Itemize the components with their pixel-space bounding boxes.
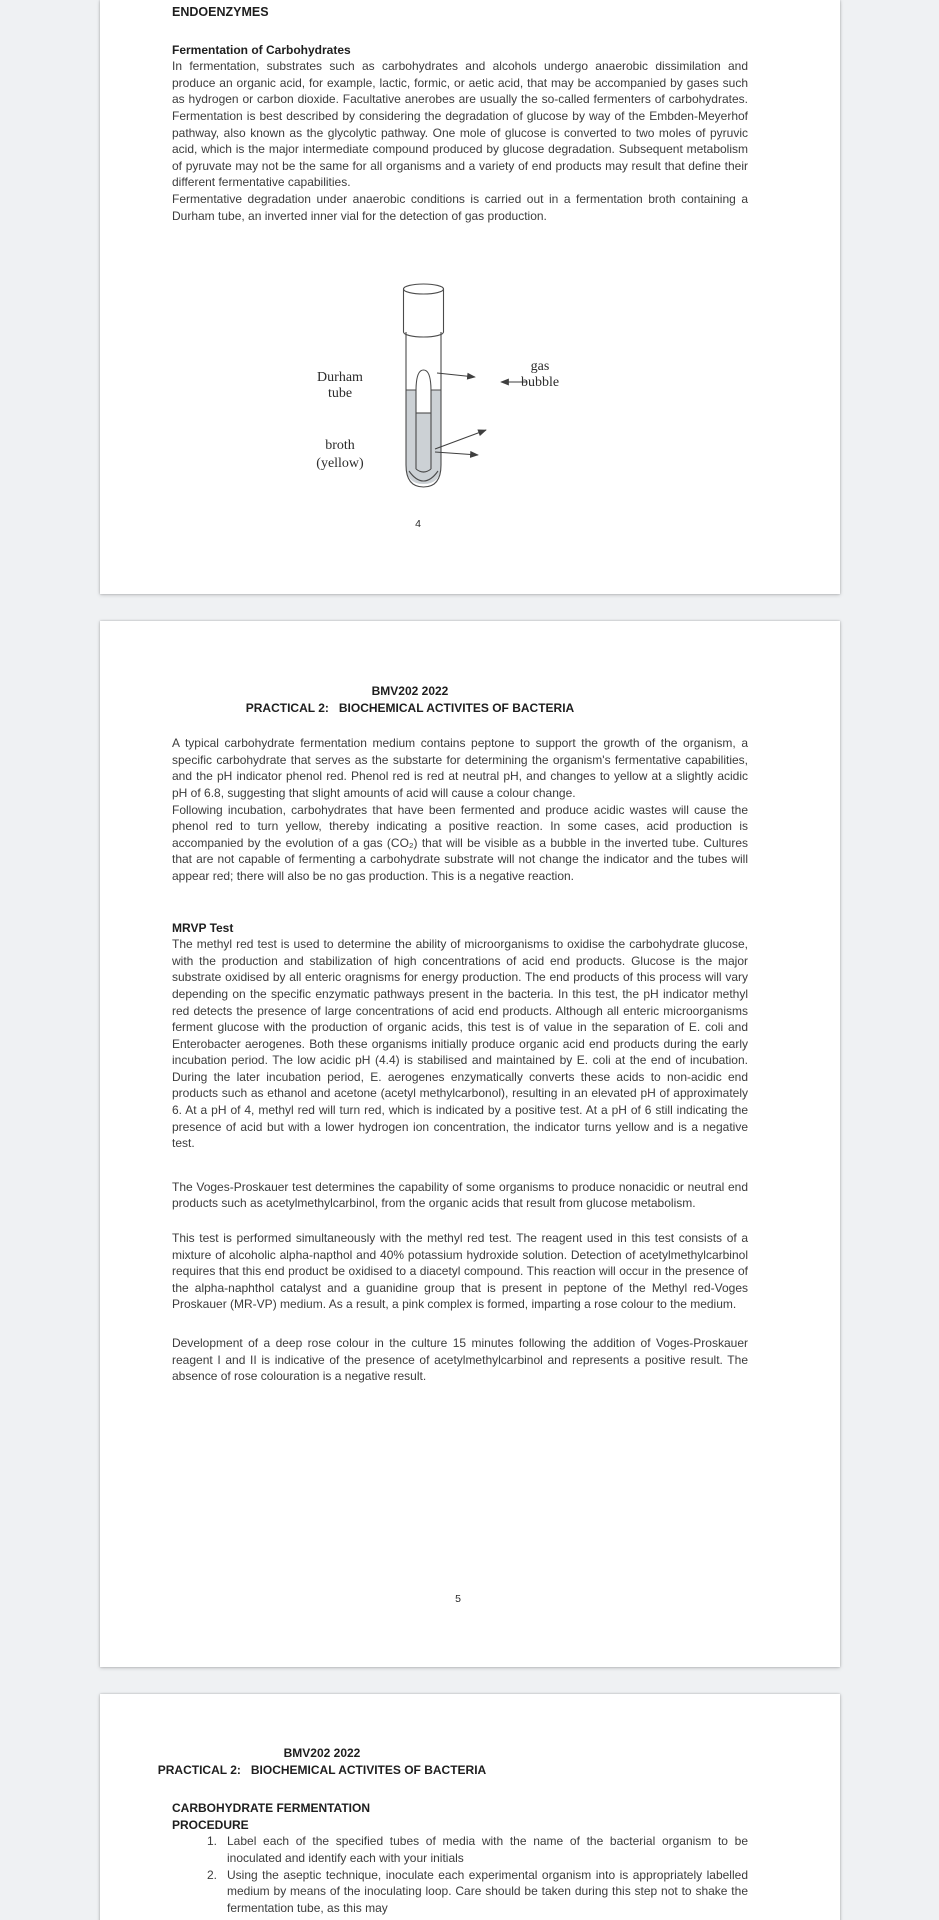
page-number [100, 518, 840, 530]
broth-label-arrow-upper [435, 430, 486, 449]
procedure-heading: PROCEDURE [172, 1817, 249, 1832]
procedure-steps [172, 1833, 748, 1916]
page-number-value: 4 [415, 518, 421, 530]
paragraph-voges-proskauer: The Voges-Proskauer test determines the capability of some organisms to produce nonacidic or neutral end products such as acetylmethylcarbinol, from the organic acids that result from glucose metabolism. [172, 1179, 748, 1211]
gas-bubble-dome [416, 370, 431, 391]
paragraph-rose-colour: Development of a deep rose colour in the culture 15 minutes following the addition of Voges-Proskauer reagent I and II is indicative of the presence of acetylmethylcarbinol and represents a positive result. The absence of rose colouration is a negative result. [172, 1336, 748, 1384]
step-text: Using the aseptic technique, inoculate each experimental organism into is appropriately labelled medium by means of the inoculating loop. Care should be taken during this step not to shake the fermentation tube, as this may [227, 1867, 748, 1915]
document-page-5 [100, 621, 840, 1667]
course-code: BMV202 2022 [283, 1746, 361, 1760]
broth-label-line1: broth [325, 438, 355, 453]
paragraph-following-incubation: Following incubation, carbohydrates that have been fermented and produce acidic wastes will cause the phenol red to turn yellow, thereby indicating a positive reaction. In some cases, acid production is accompanied by the evolution of a gas (CO₂) that will be visible as a bubble in the inverted tube. Cultures that are not capable of fermenting a carbohydrate substrate will not change the indicator and the tubes will appear red; there will also be no gas production. This is a negative reaction. [172, 802, 748, 883]
practical-title: PRACTICAL 2: BIOCHEMICAL ACTIVITES OF BACTERIA [245, 700, 575, 715]
broth-label-line2: (yellow) [316, 456, 364, 471]
paragraph-methyl-red-test: The methyl red test is used to determine the ability of microorganisms to oxidise the carbohydrate glucose, with the production and stabilization of high concentrations of acid end products. Glucose is the major substrate oxidised by all enteric oragnisms for energy production. The end products of this process will vary depending on the specific enzymatic pathways present in the bacteria. In this test, the pH indicator methyl red detects the presence of large concentrations of acid end products. Although all enteric microorganisms ferment glucose with the production of organic acids, this test is of value in the separation of E. coli and Enterobacter aerogenes. Both these organisms initially produce organic acid end products during the early incubation period. The low acidic pH (4.4) is stabilised and maintained by E. coli at the end of incubation. During the later incubation period, E. aerogenes enzymatically converts these acids to non-acidic end products such as ethanol and acetone (acetyl methylcarbonol), resulting in an elevated pH of approximately 6. At a pH of 4, methyl red will turn red, which is indicated by a positive test. At a pH of 6 still indicating the presence of acid but with a lower hydrogen ion concentration, the indicator turns yellow and is a negative test. [172, 937, 748, 1151]
procedure-step-1 [172, 1833, 748, 1866]
gas-bubble-label-line2: bubble [520, 375, 560, 390]
subheading-fermentation-of-carbohydrates: Fermentation of Carbohydrates [172, 42, 351, 57]
paragraph-vp-reagent: This test is performed simultaneously with the methyl red test. The reagent used in this test consists of a mixture of alcoholic alpha-napthol and 40% potassium hydroxide solution. Detection of acetylmethylcarbinol requires that this end product be oxidised to a diacetyl compound. This reaction will occur in the presence of the alpha-naphthol catalyst and a guanidine group that is present in peptone of the Methyl red-Voges Proskauer (MR-VP) medium. As a result, a pink complex is formed, imparting a rose colour to the medium. [172, 1231, 748, 1312]
gas-column [416, 389, 431, 413]
page-number [100, 1593, 840, 1605]
course-code: BMV202 2022 [371, 684, 449, 698]
procedure-step-2 [172, 1867, 748, 1917]
durham-tube-diagram [100, 265, 840, 500]
practical-title: PRACTICAL 2: BIOCHEMICAL ACTIVITES OF BACTERIA [157, 1762, 487, 1777]
tube-rim-walls [404, 289, 444, 332]
durham-tube-label-line2: tube [327, 386, 353, 401]
tube-mouth [404, 284, 444, 294]
carbohydrate-fermentation-heading: CARBOHYDRATE FERMENTATION [172, 1801, 370, 1816]
paragraph-durham-tube: Fermentative degradation under anaerobic conditions is carried out in a fermentation broth containing a Durham tube, an inverted inner vial for the detection of gas production. [172, 191, 748, 223]
page-header [34, 1745, 610, 1778]
page-header [122, 683, 698, 716]
durham-tube-figure [100, 265, 840, 500]
mrvp-test-heading: MRVP Test [172, 920, 234, 935]
paragraph-fermentation-medium: A typical carbohydrate fermentation medium contains peptone to support the growth of the organism, a specific carbohydrate that serves as the substarte for determining the organism's fermentative capabilities, and the pH indicator phenol red. Phenol red is red at neutral pH, and changes to yellow at a slightly acidic pH of 6.8, suggesting that slight amounts of acid will cause a colour change. [172, 736, 748, 800]
document-page-6 [100, 1694, 840, 1920]
gas-bubble-label-line1: gas [530, 359, 550, 374]
tube-rim-bottom [404, 332, 444, 337]
step-text: Label each of the specified tubes of media with the name of the bacterial organism to be inoculated and identify each with your initials [227, 1834, 748, 1865]
durham-label-arrow [437, 373, 475, 377]
step-number: 1. [207, 1834, 218, 1849]
page-number-value: 5 [455, 1593, 461, 1605]
step-number: 2. [207, 1867, 218, 1882]
document-page-4 [100, 0, 840, 594]
durham-tube-label-line1: Durham [317, 370, 363, 385]
section-heading-endoenzymes: ENDOENZYMES [172, 5, 269, 19]
paragraph-fermentation-intro: In fermentation, substrates such as carbohydrates and alcohols undergo anaerobic dissimilation and produce an organic acid, for example, lactic, formic, or aetic acid, that may be accompanied by gases such as hydrogen or carbon dioxide. Facultative anerobes are usually the so-called fermenters of carbohydrates. Fermentation is best described by considering the degradation of glucose by way of the Embden-Meyerhof pathway, also known as the glycolytic pathway. One mole of glucose is converted to two moles of pyruvic acid, which is the major intermediate compound produced by glucose degradation. Subsequent metabolism of pyruvate may not be the same for all organisms and a variety of end products may result that define their different fermentative capabilities. [172, 59, 748, 190]
